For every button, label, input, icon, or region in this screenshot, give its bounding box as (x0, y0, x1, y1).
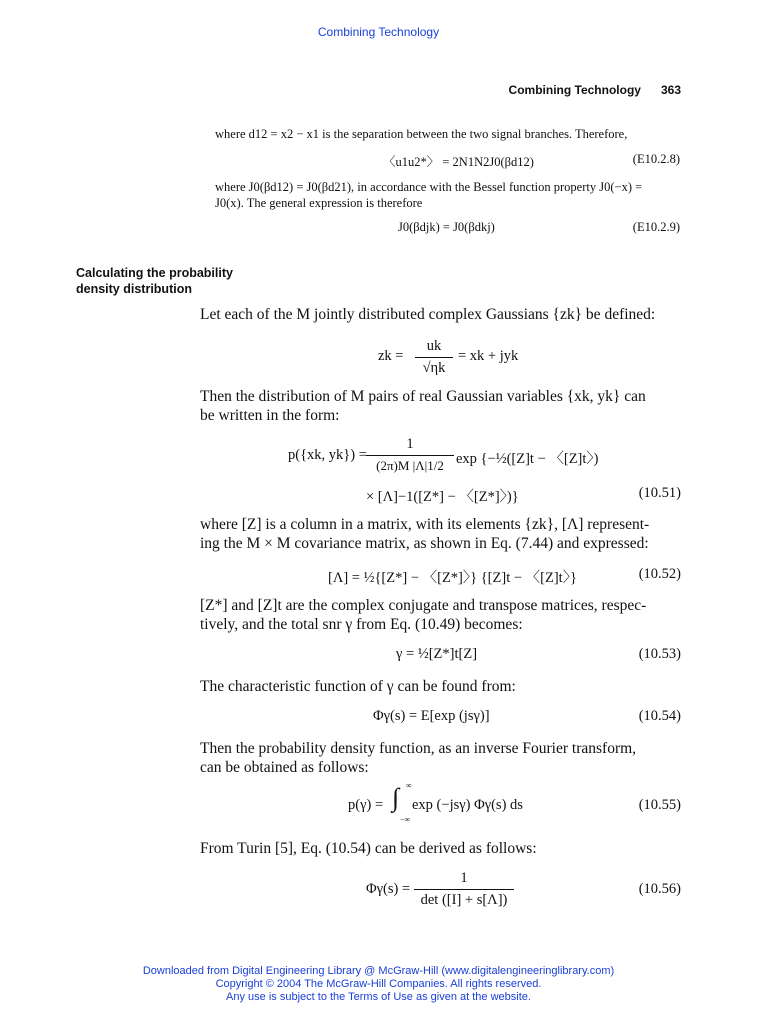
equation-10-56-denominator: det ([I] + s[Λ]) (420, 892, 508, 908)
equation-10-54-expr: Φγ(s) = E[exp (jsγ)] (373, 708, 490, 724)
intro-paragraph-2-line-1: where J0(βd12) = J0(βd21), in accordance with the Bessel function property J0(−x) = (215, 180, 643, 194)
equation-10-51-line-2-expr: × [Λ]−1([Z*] − 〈[Z*]〉)} (366, 489, 519, 505)
equation-10-56-fraction (414, 870, 514, 909)
equation-e10-2-8-expr: 〈u1u2*〉 = 2N1N2J0(βd12) (383, 155, 534, 169)
equation-10-51-denominator: (2π)M |Λ|1/2 (376, 458, 444, 473)
equation-10-54 (200, 708, 681, 728)
equation-10-55-lower-limit: −∞ (400, 815, 411, 824)
footer (0, 965, 757, 1004)
running-head (509, 83, 681, 97)
equation-zk (200, 338, 681, 378)
equation-10-55-rhs: exp (−jsγ) Φγ(s) ds (412, 797, 523, 813)
equation-10-55-upper-limit: ∞ (406, 781, 412, 790)
equation-10-53 (200, 646, 681, 666)
body-paragraph-2-line-1: Then the distribution of M pairs of real Gaussian variables {xk, yk} can (200, 388, 646, 405)
body-paragraph-3 (200, 515, 681, 553)
body-paragraph-2 (200, 387, 681, 425)
equation-10-51-rhs: exp {−½([Z]t − 〈[Z]t〉) (456, 451, 599, 467)
equation-10-55-lhs: p(γ) = (348, 797, 384, 813)
fraction-bar (414, 889, 514, 890)
body-paragraph-6-line-1: Then the probability density function, as an inverse Fourier transform, (200, 740, 637, 757)
footer-line-3[interactable]: Any use is subject to the Terms of Use as given at the website. (226, 991, 531, 1003)
body-paragraph-3-line-2: ing the M × M covariance matrix, as shown in Eq. (7.44) and expressed: (200, 535, 649, 552)
equation-10-52-expr: [Λ] = ½{[Z*] − 〈[Z*]〉} {[Z]t − 〈[Z]t〉} (328, 570, 577, 586)
intro-paragraph-2-line-2: J0(x). The general expression is therefore (215, 196, 423, 210)
section-heading-line-2: density distribution (76, 282, 192, 296)
equation-zk-rhs: = xk + jyk (458, 348, 519, 364)
equation-10-51-lhs: p({xk, yk}) = (288, 447, 367, 463)
page-number: 363 (660, 83, 681, 97)
body-paragraph-4 (200, 596, 681, 634)
equation-10-53-number: (10.53) (638, 646, 681, 662)
equation-zk-lhs: zk = (378, 348, 404, 364)
footer-line-2: Copyright © 2004 The McGraw-Hill Companies. All rights reserved. (215, 978, 542, 990)
equation-e10-2-8-number: (E10.2.8) (632, 152, 680, 166)
equation-e10-2-9-expr: J0(βdjk) = J0(βdkj) (398, 220, 495, 234)
intro-paragraph-2 (215, 179, 680, 211)
equation-e10-2-9-number: (E10.2.9) (632, 220, 680, 234)
equation-10-51-line-2 (200, 485, 681, 505)
body-paragraph-4-line-1: [Z*] and [Z]t are the complex conjugate and transpose matrices, respec- (200, 597, 647, 614)
body-paragraph-5: The characteristic function of γ can be found from: (200, 678, 516, 695)
equation-10-56-numerator: 1 (460, 870, 468, 886)
body-paragraph-1: Let each of the M jointly distributed complex Gaussians {zk} be defined: (200, 306, 656, 323)
equation-10-51 (200, 436, 681, 476)
equation-10-55 (200, 781, 681, 825)
body-paragraph-7: From Turin [5], Eq. (10.54) can be derived as follows: (200, 840, 537, 857)
section-heading-line-1: Calculating the probability (76, 266, 233, 280)
equation-10-51-numerator: 1 (406, 436, 414, 452)
fraction-bar (415, 357, 453, 358)
equation-10-56 (200, 870, 681, 910)
equation-10-56-number: (10.56) (638, 881, 681, 897)
equation-10-56-lhs: Φγ(s) = (366, 881, 411, 897)
top-link[interactable]: Combining Technology (317, 25, 440, 39)
equation-zk-denominator: √ηk (422, 360, 446, 376)
equation-10-54-number: (10.54) (638, 708, 681, 724)
equation-10-51-fraction (366, 436, 454, 474)
intro-paragraph-1: where d12 = x2 − x1 is the separation between the two signal branches. Therefore, (215, 127, 628, 141)
running-title: Combining Technology (508, 83, 641, 97)
fraction-bar (366, 455, 454, 456)
body-paragraph-6 (200, 739, 681, 777)
body-paragraph-6-line-2: can be obtained as follows: (200, 759, 369, 776)
equation-10-55-number: (10.55) (638, 797, 681, 813)
equation-10-52 (200, 566, 681, 586)
equation-zk-fraction (415, 338, 453, 377)
equation-zk-numerator: uk (426, 338, 442, 354)
body-paragraph-4-line-2: tively, and the total snr γ from Eq. (10.49) becomes: (200, 616, 523, 633)
equation-10-53-expr: γ = ½[Z*]t[Z] (396, 646, 478, 662)
section-heading (76, 265, 256, 297)
integral-sign: ∫ (392, 783, 400, 812)
body-paragraph-2-line-2: be written in the form: (200, 407, 340, 424)
equation-10-52-number: (10.52) (638, 566, 681, 582)
body-paragraph-3-line-1: where [Z] is a column in a matrix, with its elements {zk}, [Λ] represent- (200, 516, 650, 533)
footer-line-1[interactable]: Downloaded from Digital Engineering Library @ McGraw-Hill (www.digitalengineeringlibrary.com) (142, 965, 615, 977)
equation-10-51-number: (10.51) (638, 485, 681, 501)
